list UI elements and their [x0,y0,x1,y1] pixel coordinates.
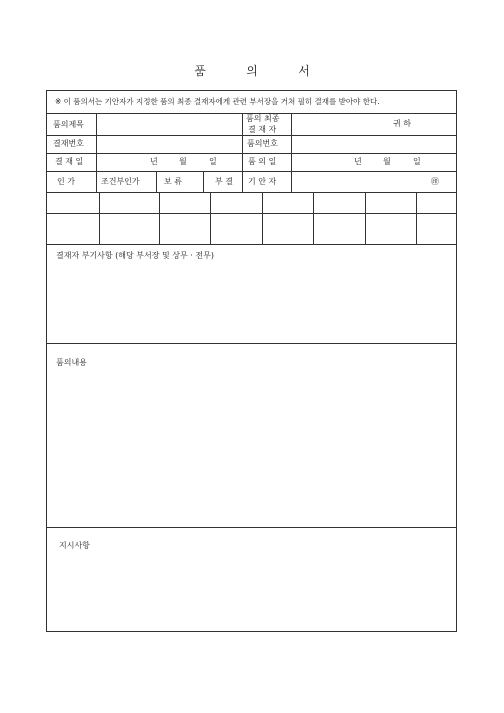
proposal-date-label: 품 의 일 [248,157,277,166]
hold-label: 보 류 [164,177,182,186]
final-approver-label-2: 결 재 자 [248,125,277,134]
title-char-3: 서 [298,64,310,78]
content-label: 품의내용 [56,358,87,367]
title-char-1: 품 [194,64,206,78]
approve-label: 인 가 [57,177,75,186]
reject-label: 부 결 [215,177,233,186]
honorific-text: 귀 하 [393,119,411,128]
proposal-day: 일 [413,157,421,166]
approval-no-label: 결재번호 [53,139,84,148]
document-title [0,62,504,79]
seal-icon: ㊞ [431,177,439,186]
approval-year: 년 [150,157,158,166]
drafter-label: 기 안 자 [248,177,277,186]
proposal-month: 월 [383,157,391,166]
approval-month: 월 [179,157,187,166]
title-char-2: 의 [246,64,258,78]
subject-label: 품의제목 [53,120,84,129]
form-frame [46,90,457,632]
approval-day: 일 [209,157,217,166]
conditional-approve-label: 조건부인가 [101,177,140,186]
proposal-year: 년 [354,157,362,166]
notice-text: ※ 이 품의서는 기안자가 지정한 품의 최종 결재자에게 관련 부서장을 거쳐 필히 결재를 받아야 한다. [55,97,380,106]
comments-label: 결재자 부기사항 (해당 부서장 및 상무 · 전무) [56,251,214,260]
instructions-label: 지시사항 [59,541,90,550]
final-approver-label-1: 품의 최종 [246,114,280,123]
proposal-no-label: 품의번호 [247,139,278,148]
approval-date-label: 결 재 일 [55,157,84,166]
